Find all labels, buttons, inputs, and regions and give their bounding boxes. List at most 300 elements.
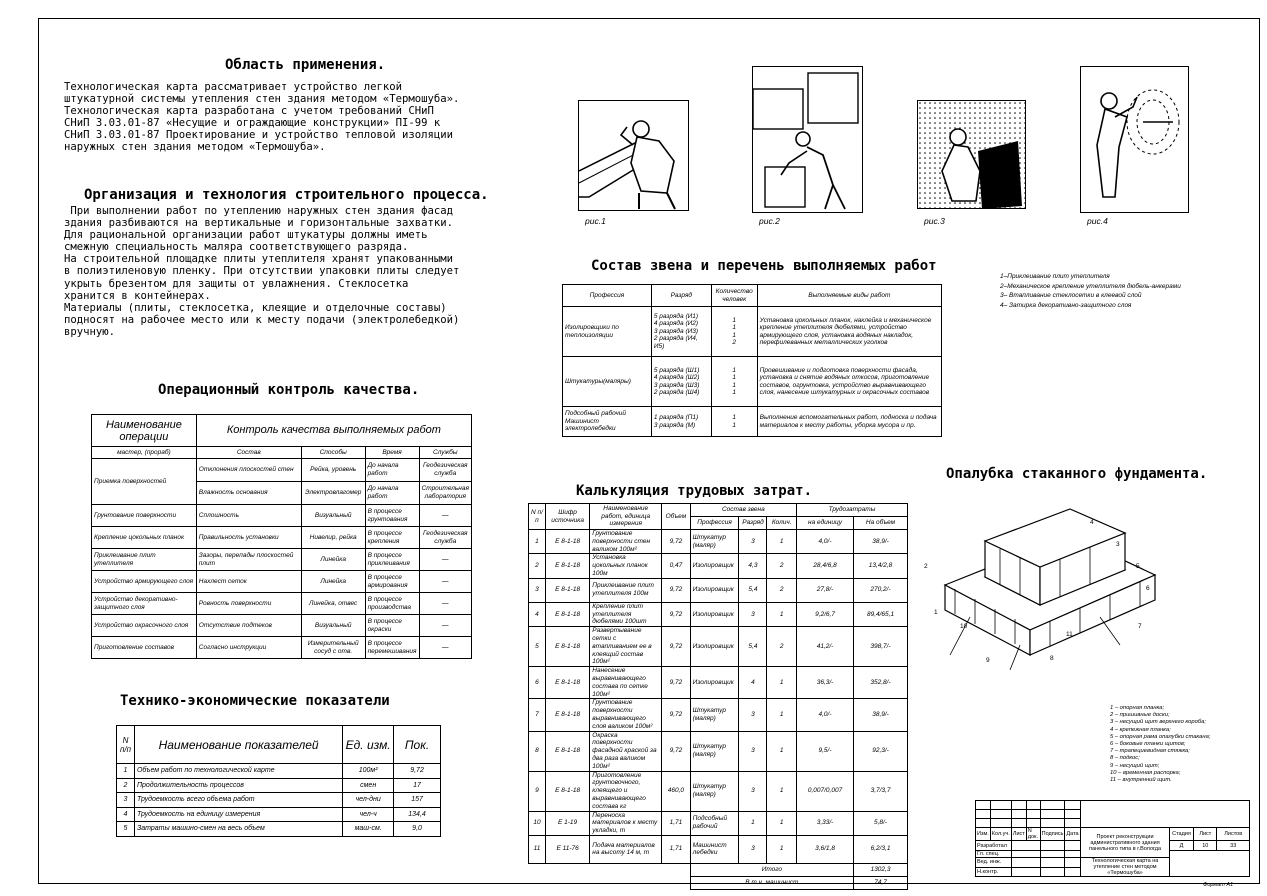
calc-cell: 9,72 (662, 667, 691, 699)
calc-cell: 9,72 (662, 627, 691, 667)
quality-operation: Приклеивание плит утеплителя (92, 549, 197, 571)
tech-econ-cell: 1 (117, 764, 135, 779)
organization-line: При выполнении работ по утеплению наружных стен здания фасад (64, 205, 454, 217)
calc-cell: 3 (739, 771, 767, 811)
formwork-callout-4: 4 (1090, 519, 1094, 526)
calc-cell: 28,4/6,8 (797, 554, 854, 578)
calc-cell: 398,7/- (854, 627, 908, 667)
figure-4-finishing (1080, 66, 1189, 213)
quality-time: В процессе грунтования (365, 505, 419, 527)
quality-time: До начала работ (365, 482, 419, 505)
figure-legend-item: 4– Затирка декоративно-защитного слоя (1000, 301, 1132, 309)
quality-what: Зазоры, перепады плоскостей плит (196, 549, 301, 571)
formwork-callout-2: 2 (924, 563, 928, 570)
calc-cell: 3,7/3,7 (854, 771, 908, 811)
crew-count: 1 (732, 421, 736, 429)
calc-cell: Машинист лебедки (690, 835, 739, 863)
scope-line: Технологическая карта разработана с учетом требований СНиП (64, 105, 434, 118)
crew-grade: 3 разряда (М) (653, 421, 696, 429)
quality-table (91, 414, 472, 659)
calc-cell: Изолировщик (690, 667, 739, 699)
scope-line: СНиП 3.03.01-87 Проектирование и устройство тепловой изоляции (64, 129, 454, 142)
calc-cell: 5 (529, 627, 546, 667)
tech-econ-cell: чел-дни (343, 793, 394, 808)
calc-cell: 38,9/- (854, 530, 908, 554)
calc-cell: Е 1-19 (545, 811, 589, 835)
figure-4-caption: рис.4 (1087, 216, 1108, 226)
calc-subheader: На объем (854, 517, 908, 530)
calc-cell: Окраска поверхности фасадной краской за два раза валиком 100м² (590, 731, 662, 771)
quality-operation: Устройство окрасочного слоя (92, 615, 197, 637)
worker-mesh-icon (918, 101, 1026, 209)
formwork-callout-10: 10 (960, 623, 968, 630)
calc-cell: Е 8-1-18 (545, 578, 589, 602)
calc-cell: Нанесение выравнивающего состава по сетке 100м² (590, 667, 662, 699)
calc-cell: 9,72 (662, 530, 691, 554)
crew-grades (651, 357, 711, 407)
formwork-legend-item: 6 – боковые планки щитов; (1110, 741, 1186, 748)
worker-finishing-icon (1081, 67, 1189, 213)
crew-grades (651, 407, 711, 437)
quality-operation: Устройство армирующего слоя (92, 571, 197, 593)
quality-method: Электровлагомер (301, 482, 365, 505)
crew-count: 1 (732, 324, 736, 332)
formwork-callout-6: 6 (1146, 585, 1150, 592)
quality-service: — (419, 505, 471, 527)
quality-time: В процессе производства (365, 593, 419, 615)
tb-head-date: Дата (1065, 828, 1081, 841)
calc-cell: Приготовление грунтовочного, клеящего и выравнивающего состава кг (590, 771, 662, 811)
crew-grades (651, 307, 711, 357)
tech-econ-cell: 9,0 (394, 822, 441, 837)
tech-econ-header: Наименование показателей (134, 726, 342, 764)
organization-line: На строительной площадке плиты утеплителя хранят упакованными (64, 253, 454, 266)
crew-count: 1 (732, 388, 736, 396)
calc-cell: 9,72 (662, 578, 691, 602)
formwork-callout-9: 9 (986, 657, 990, 664)
tb-role-1: Разработал (976, 841, 1012, 851)
crew-grade: 5 разряда (Ш1) (653, 366, 700, 374)
formwork-legend-item: 8 – подкос; (1110, 755, 1140, 762)
figure-3-caption: рис.3 (924, 216, 945, 226)
quality-subhead: Способы (301, 447, 365, 459)
crew-header-cell: Профессия (563, 285, 652, 307)
calc-cell: Изолировщик (690, 554, 739, 578)
calc-cell: Штукатур (маляр) (690, 771, 739, 811)
crew-table (562, 284, 942, 437)
calc-cell: 8 (529, 731, 546, 771)
tech-econ-header: Пок. (394, 726, 441, 764)
figure-legend (1000, 272, 1181, 310)
crew-count: 2 (732, 338, 736, 346)
tb-role-2: Гл. спец. (976, 851, 1012, 858)
tech-econ-cell: Продолжительность процессов (134, 778, 342, 793)
calc-cell: 1 (767, 602, 797, 626)
formwork-legend-item: 2 – пришивные доски; (1110, 712, 1170, 719)
tb-sheets-label: Листов (1217, 828, 1250, 841)
quality-time: В процессе перемешивания (365, 637, 419, 659)
calc-cell: Развертывание сетки с втапливанием ее в клеящий состав 100м² (590, 627, 662, 667)
crew-count: 1 (732, 366, 736, 374)
calc-cell: 9,72 (662, 731, 691, 771)
formwork-legend-item: 10 – временная распорка; (1110, 769, 1181, 776)
quality-service: — (419, 549, 471, 571)
calc-cell: 36,3/- (797, 667, 854, 699)
tb-head-kol: Кол.уч. (990, 828, 1011, 841)
calc-cell: 9,72 (662, 699, 691, 731)
calc-cell: Грунтование поверхности стен валиком 100м² (590, 530, 662, 554)
calc-cell: 6 (529, 667, 546, 699)
calc-cell: Приклеивание плит утеплителя 100м (590, 578, 662, 602)
quality-service: — (419, 593, 471, 615)
crew-count: 1 (732, 414, 736, 422)
calc-cell: Штукатур (маляр) (690, 731, 739, 771)
calc-cell: 352,8/- (854, 667, 908, 699)
tb-head-sign: Подпись (1040, 828, 1065, 841)
calc-cell: Е 8-1-18 (545, 731, 589, 771)
calc-cell: 270,2/- (854, 578, 908, 602)
crew-count: 1 (732, 331, 736, 339)
calc-cell: Е 11-76 (545, 835, 589, 863)
calc-cell: 4,0/- (797, 699, 854, 731)
crew-profession: Подсобный рабочий Машинист электролебедки (563, 407, 652, 437)
quality-what: Отсутствие подтеков (196, 615, 301, 637)
calc-header: Шифр источника (545, 504, 589, 530)
calc-cell: 1 (767, 530, 797, 554)
quality-service: — (419, 615, 471, 637)
formwork-drawing (930, 505, 1170, 680)
scope-title: Область применения. (225, 57, 386, 73)
tech-econ-cell: Трудоемкость на единицу измерения (134, 807, 342, 822)
calc-header: Трудозатраты (797, 504, 908, 517)
tech-econ-cell: 4 (117, 807, 135, 822)
figure-1-caption: рис.1 (585, 216, 606, 226)
calc-cell: 9,5/- (797, 731, 854, 771)
calc-total-value: 1302,3 (854, 863, 908, 876)
calc-cell: Крепление плит утеплителя дюбелями 100шт (590, 602, 662, 626)
quality-method: Линейка (301, 571, 365, 593)
quality-head-operation: Наименование операции (92, 415, 197, 447)
quality-service: Геодезическая служба (419, 527, 471, 549)
calc-cell: 38,9/- (854, 699, 908, 731)
crew-grade: 1 разряда (П1) (653, 414, 699, 422)
calc-cell: Подача материалов на высоту 14 м, т (590, 835, 662, 863)
quality-time: В процессе окраски (365, 615, 419, 637)
quality-what: Сплошность (196, 505, 301, 527)
quality-method: Нивелир, рейка (301, 527, 365, 549)
quality-operation: Устройство декоративно-защитного слоя (92, 593, 197, 615)
scope-text (64, 81, 459, 154)
calc-cell: Изолировщик (690, 578, 739, 602)
tb-stage-label: Стадия (1169, 828, 1193, 841)
formwork-legend-item: 5 – опорная рама опалубки стакана; (1110, 733, 1211, 740)
calc-subheader: Колич. (767, 517, 797, 530)
calc-header: Наименование работ, единица измерения (590, 504, 662, 530)
crew-counts (711, 407, 757, 437)
calc-cell: Е 8-1-18 (545, 530, 589, 554)
calc-total-label: В т.ч. машинист (690, 876, 853, 889)
calc-cell: Е 8-1-18 (545, 602, 589, 626)
tb-sheets: 33 (1217, 841, 1250, 851)
calc-cell: 3 (739, 731, 767, 771)
scope-line: СНиП 3.03.01-87 «Несущие и ограждающие конструкции» ПI-99 к (64, 117, 441, 130)
calc-cell: 27,8/- (797, 578, 854, 602)
calc-cell: 4 (529, 602, 546, 626)
quality-time: В процессе армирования (365, 571, 419, 593)
scope-line: штукатурной системы утепления стен здания методом «Термошуба». (64, 93, 460, 106)
calc-table (528, 503, 908, 890)
crew-count: 1 (732, 374, 736, 382)
calc-cell: 0,007/0,007 (797, 771, 854, 811)
calc-subheader: Профессия (690, 517, 739, 530)
organization-line: Материалы (плиты, стеклосетка, клеящие и отделочные составы) (64, 301, 447, 314)
quality-time: До начала работ (365, 459, 419, 482)
quality-what: Согласно инструкции (196, 637, 301, 659)
crew-count: 1 (732, 316, 736, 324)
calc-cell: Е 8-1-18 (545, 771, 589, 811)
calc-cell: Штукатур (маляр) (690, 530, 739, 554)
crew-grade: 4 разряда (И2) (653, 320, 699, 328)
quality-what: Нахлест сеток (196, 571, 301, 593)
calc-cell: 13,4/2,8 (854, 554, 908, 578)
formwork-callout-8: 8 (1050, 655, 1054, 662)
crew-profession: Изолировщики по теплоизоляции (563, 307, 652, 357)
calc-cell: 4,3 (739, 554, 767, 578)
calc-cell: 9 (529, 771, 546, 811)
calc-spacer (529, 876, 691, 889)
tb-stage: Д (1169, 841, 1193, 851)
calc-cell: 9,2/6,7 (797, 602, 854, 626)
figure-3-mesh (917, 100, 1026, 209)
quality-method: Измерительный сосуд с отв. (301, 637, 365, 659)
organization-line: укрыть брезентом для защиты от увлажнения. Стеклосетка (64, 277, 409, 290)
quality-operation: Грунтование поверхности (92, 505, 197, 527)
figure-2-caption: рис.2 (759, 216, 780, 226)
quality-operation: Крепление цокольных планок (92, 527, 197, 549)
organization-line: здания разбиваются на вертикальные и горизонтальные захватки. (64, 217, 454, 230)
tech-econ-cell: 5 (117, 822, 135, 837)
tech-econ-cell: 9,72 (394, 764, 441, 779)
calc-cell: 89,4/65,1 (854, 602, 908, 626)
figure-2-anchoring (752, 66, 863, 213)
calc-cell: 41,2/- (797, 627, 854, 667)
formwork-legend-item: 11 – внутренний щит. (1110, 777, 1172, 784)
calc-subheader: на единицу (797, 517, 854, 530)
tech-econ-cell: Затраты машино-смен на весь объем (134, 822, 342, 837)
quality-subhead: Службы (419, 447, 471, 459)
calc-cell: Изолировщик (690, 627, 739, 667)
quality-method: Визуальный (301, 615, 365, 637)
tb-head-izm: Изм. (976, 828, 991, 841)
calc-cell: 1 (767, 699, 797, 731)
crew-grade: 2 разряда (И4, И5) (653, 335, 698, 350)
tech-econ-cell: чел-ч (343, 807, 394, 822)
calc-cell: 3,6/1,8 (797, 835, 854, 863)
crew-header-cell: Разряд (651, 285, 711, 307)
figure-legend-item: 3– Втапливание стеклосетки в клеевой слой (1000, 292, 1142, 299)
crew-works: Установка цокольных планок, наклейка и механическое крепление утеплителя дюбелями, устройство армирующего слоя, установка водяных накладок, перефилеванных металлических уголков (757, 307, 941, 357)
formwork-callout-5: 5 (1136, 563, 1140, 570)
quality-what: Влажность основания (196, 482, 301, 505)
calc-cell: 5,8/- (854, 811, 908, 835)
calc-total-label: Итого (690, 863, 853, 876)
organization-line: в полиэтиленовую пленку. При отсутствии упаковки плиты следует (64, 265, 460, 278)
calc-cell: Штукатур (маляр) (690, 699, 739, 731)
tb-role-3: Вед. инж. (976, 858, 1012, 868)
quality-operation: Приемка поверхностей (92, 459, 197, 505)
tb-role-4: Н.контр. (976, 867, 1012, 877)
calc-cell: 5,4 (739, 627, 767, 667)
tech-econ-cell: 2 (117, 778, 135, 793)
quality-title: Операционный контроль качества. (158, 382, 420, 398)
tech-econ-cell: маш-см. (343, 822, 394, 837)
crew-works: Провешивание и подготовка поверхности фасада, установка и снятие водяных откосов, приготовление составов, огрунтовка, устройство выравнивающего слоя, нанесение штукатурных и окрасочных составов (757, 357, 941, 407)
quality-subhead: мастер, (прораб) (92, 447, 197, 459)
formwork-callout-3: 3 (1116, 541, 1120, 548)
formwork-title: Опалубка стаканного фундамента. (946, 466, 1208, 482)
crew-grade: 4 разряда (Ш2) (653, 374, 700, 382)
tech-econ-cell: 157 (394, 793, 441, 808)
crew-profession: Штукатуры(маляры) (563, 357, 652, 407)
organization-line: хранится в контейнерах. (64, 289, 211, 302)
tb-sheet-label: Лист (1194, 828, 1217, 841)
quality-service: Геодезическая служба (419, 459, 471, 482)
calc-cell: Переноска материалов к месту укладки, т (590, 811, 662, 835)
title-block (975, 800, 1250, 877)
figure-legend-item: 1–Приклеивание плит утеплителя (1000, 273, 1110, 280)
calc-cell: Установка цокольных планок 100м (590, 554, 662, 578)
calc-cell: 4 (739, 667, 767, 699)
calc-cell: 7 (529, 699, 546, 731)
tech-econ-cell: Объем работ по технологической карте (134, 764, 342, 779)
calc-header: Состав звена (690, 504, 796, 517)
calc-cell: 6,2/3,1 (854, 835, 908, 863)
calc-cell: 1 (767, 667, 797, 699)
format-label: Формат А1 (1203, 882, 1234, 888)
calc-cell: 2 (529, 554, 546, 578)
calc-header: Объем (662, 504, 691, 530)
calc-cell: 4,0/- (797, 530, 854, 554)
quality-service: Строительная лаборатория (419, 482, 471, 505)
formwork-legend-item: 3 – несущий щит верхнего короба; (1110, 719, 1206, 726)
calc-cell: 3 (739, 602, 767, 626)
tb-sheet-name: Технологическая карта на утепление стен методом «Термошуба» (1081, 858, 1170, 877)
quality-time: В процессе крепления (365, 527, 419, 549)
calc-cell: 1 (767, 771, 797, 811)
calc-title: Калькуляция трудовых затрат. (576, 483, 813, 499)
organization-line: смежную специальность маляра соответствующего разряда. (64, 241, 409, 254)
quality-what: Правильность установки (196, 527, 301, 549)
quality-time: В процессе приклеивания (365, 549, 419, 571)
calc-cell: 1 (767, 835, 797, 863)
quality-subhead: Состав (196, 447, 301, 459)
tech-econ-cell: 17 (394, 778, 441, 793)
calc-cell: 3 (739, 699, 767, 731)
quality-service: — (419, 637, 471, 659)
tech-econ-table (116, 725, 441, 837)
tb-head-list: Лист (1011, 828, 1026, 841)
calc-cell: 5,4 (739, 578, 767, 602)
formwork-legend-item: 4 – крепежная планка; (1110, 726, 1171, 733)
calc-subheader: Разряд (739, 517, 767, 530)
calc-header: N п/п (529, 504, 546, 530)
calc-cell: Грунтование поверхности выравнивающего слоя валиком 100м² (590, 699, 662, 731)
worker-anchoring-icon (753, 67, 863, 213)
tech-econ-cell: Трудоемкость всего объема работ (134, 793, 342, 808)
calc-cell: 2 (767, 627, 797, 667)
organization-title: Организация и технология строительного процесса. (84, 187, 489, 203)
organization-line: Для рациональной организации работ штукатуры должны иметь (64, 229, 428, 242)
calc-cell: 2 (767, 578, 797, 602)
calc-cell: Е 8-1-18 (545, 699, 589, 731)
crew-works: Выполнение вспомогательных работ, подноска и подача материалов к месту работы, уборка мусора и пр. (757, 407, 941, 437)
tech-econ-header: N п/п (117, 726, 135, 764)
quality-service: — (419, 571, 471, 593)
crew-grade: 2 разряда (Ш4) (653, 388, 700, 396)
quality-head-control: Контроль качества выполняемых работ (196, 415, 471, 447)
tech-econ-header: Ед. изм. (343, 726, 394, 764)
calc-total-value: 74,7 (854, 876, 908, 889)
calc-cell: Е 8-1-18 (545, 627, 589, 667)
calc-cell: 1 (529, 530, 546, 554)
calc-cell: 1 (739, 811, 767, 835)
crew-grade: 5 разряда (И1) (653, 312, 699, 320)
calc-cell: 1,71 (662, 835, 691, 863)
calc-cell: 11 (529, 835, 546, 863)
tech-econ-cell: 3 (117, 793, 135, 808)
organization-text (64, 205, 459, 338)
organization-line: вручную. (64, 325, 116, 338)
worker-gluing-icon (579, 101, 689, 211)
crew-header-cell: Количество человек (711, 285, 757, 307)
quality-method: Рейка, уровень (301, 459, 365, 482)
figure-1-gluing (578, 100, 689, 211)
calc-cell: 3 (739, 530, 767, 554)
crew-title: Состав звена и перечень выполняемых работ (591, 258, 937, 274)
calc-cell: 10 (529, 811, 546, 835)
calc-cell: 1,71 (662, 811, 691, 835)
crew-grade: 3 разряда (И3) (653, 327, 699, 335)
organization-line: подносят на рабочее место или к месту подачи (электролебедкой) (64, 313, 460, 326)
formwork-legend (1110, 705, 1210, 784)
formwork-legend-item: 1 – опорная планка; (1110, 705, 1165, 711)
crew-counts (711, 357, 757, 407)
quality-method: Линейка (301, 549, 365, 571)
formwork-callout-7: 7 (1138, 623, 1142, 630)
tech-econ-cell: 134,4 (394, 807, 441, 822)
formwork-callout-11: 11 (1066, 631, 1073, 638)
quality-what: Отклонения плоскостей стен (196, 459, 301, 482)
crew-counts (711, 307, 757, 357)
calc-cell: 1 (767, 811, 797, 835)
calc-cell: Изолировщик (690, 602, 739, 626)
calc-cell: 92,3/- (854, 731, 908, 771)
calc-cell: 9,72 (662, 602, 691, 626)
calc-cell: 3 (739, 835, 767, 863)
quality-subhead: Время (365, 447, 419, 459)
formwork-legend-item: 9 – несущий щит; (1110, 762, 1160, 769)
calc-cell: 2 (767, 554, 797, 578)
figure-legend-item: 2–Механическое крепление утеплителя дюбель-анкерами (1000, 282, 1181, 290)
calc-cell: 1 (767, 731, 797, 771)
calc-cell: Е 8-1-18 (545, 554, 589, 578)
tb-head-doc: N док. (1026, 828, 1040, 841)
calc-spacer (529, 863, 691, 876)
tech-econ-cell: смен (343, 778, 394, 793)
quality-operation: Приготовление составов (92, 637, 197, 659)
tech-econ-cell: 100м² (343, 764, 394, 779)
tb-project: Проект реконструкции административного здания панельного типа в г.Вологда (1081, 828, 1170, 858)
